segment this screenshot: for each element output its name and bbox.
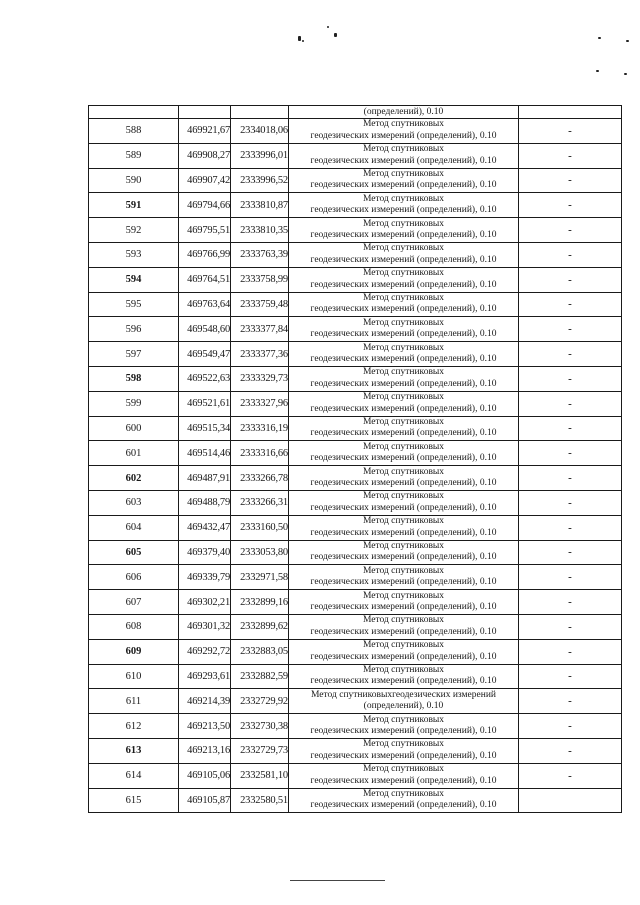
table-row bbox=[89, 119, 622, 144]
point-number-cell: 614 bbox=[89, 763, 179, 788]
y-coordinate-cell: 2333160,50 bbox=[231, 515, 289, 540]
method-line-2: геодезических измерений (определений), 0.10 bbox=[310, 726, 497, 737]
mark-cell: - bbox=[519, 292, 622, 317]
method-line-2: геодезических измерений (определений), 0.10 bbox=[310, 428, 497, 439]
point-number-cell: 603 bbox=[89, 490, 179, 515]
method-line-1: Метод спутниковых bbox=[362, 119, 445, 130]
point-number-cell: 609 bbox=[89, 639, 179, 664]
method-cell bbox=[289, 242, 519, 267]
method-line-2: геодезических измерений (определений), 0.10 bbox=[310, 453, 497, 464]
x-coordinate-cell: 469908,27 bbox=[179, 143, 231, 168]
x-coordinate-cell: 469213,50 bbox=[179, 714, 231, 739]
y-coordinate-cell: 2333327,96 bbox=[231, 391, 289, 416]
y-coordinate-cell: 2333996,52 bbox=[231, 168, 289, 193]
point-number-cell: 613 bbox=[89, 738, 179, 763]
mark-cell: - bbox=[519, 441, 622, 466]
x-coordinate-cell: 469514,46 bbox=[179, 441, 231, 466]
method-line-2: геодезических измерений (определений), 0.10 bbox=[310, 478, 497, 489]
method-cell bbox=[289, 119, 519, 144]
y-coordinate-cell: 2333316,19 bbox=[231, 416, 289, 441]
point-number-cell bbox=[89, 106, 179, 119]
mark-cell: - bbox=[519, 342, 622, 367]
scan-mark bbox=[596, 70, 599, 72]
table-row bbox=[89, 614, 622, 639]
method-line-2: геодезических измерений (определений), 0.10 bbox=[310, 180, 497, 191]
table-row bbox=[89, 366, 622, 391]
method-line-1: Метод спутниковых bbox=[362, 268, 445, 279]
method-line-2: геодезических измерений (определений), 0.10 bbox=[310, 527, 497, 538]
table-row bbox=[89, 317, 622, 342]
method-line-2: геодезических измерений (определений), 0.10 bbox=[310, 552, 497, 563]
x-coordinate-cell: 469521,61 bbox=[179, 391, 231, 416]
scan-mark bbox=[302, 40, 304, 42]
x-coordinate-cell: 469921,67 bbox=[179, 119, 231, 144]
point-number-cell: 599 bbox=[89, 391, 179, 416]
method-line-2: геодезических измерений (определений), 0.10 bbox=[310, 577, 497, 588]
method-line-2: геодезических измерений (определений), 0.10 bbox=[310, 775, 497, 786]
point-number-cell: 600 bbox=[89, 416, 179, 441]
table-row bbox=[89, 466, 622, 491]
mark-cell: - bbox=[519, 242, 622, 267]
method-cell bbox=[289, 317, 519, 342]
method-cell bbox=[289, 639, 519, 664]
table-row bbox=[89, 515, 622, 540]
mark-cell bbox=[519, 788, 622, 813]
y-coordinate-cell: 2332971,58 bbox=[231, 565, 289, 590]
method-cell bbox=[289, 540, 519, 565]
y-coordinate-cell: 2332899,62 bbox=[231, 614, 289, 639]
method-cell bbox=[289, 416, 519, 441]
point-number-cell: 602 bbox=[89, 466, 179, 491]
mark-cell: - bbox=[519, 565, 622, 590]
point-number-cell: 615 bbox=[89, 788, 179, 813]
method-cell bbox=[289, 689, 519, 714]
method-line-2: геодезических измерений (определений), 0.10 bbox=[310, 130, 497, 141]
point-number-cell: 598 bbox=[89, 366, 179, 391]
y-coordinate-cell: 2332581,10 bbox=[231, 763, 289, 788]
y-coordinate-cell: 2333329,73 bbox=[231, 366, 289, 391]
point-number-cell: 592 bbox=[89, 218, 179, 243]
method-cell bbox=[289, 614, 519, 639]
mark-cell: - bbox=[519, 614, 622, 639]
x-coordinate-cell: 469795,51 bbox=[179, 218, 231, 243]
method-cell bbox=[289, 664, 519, 689]
method-line-1: Метод спутниковых bbox=[362, 441, 445, 452]
table-row bbox=[89, 143, 622, 168]
method-line-1: Метод спутниковых bbox=[362, 788, 445, 799]
point-number-cell: 604 bbox=[89, 515, 179, 540]
method-line-2: геодезических измерений (определений), 0.10 bbox=[310, 626, 497, 637]
method-cell bbox=[289, 763, 519, 788]
mark-cell: - bbox=[519, 714, 622, 739]
table-row bbox=[89, 788, 622, 813]
x-coordinate-cell: 469763,64 bbox=[179, 292, 231, 317]
table-row bbox=[89, 590, 622, 615]
method-line-1: Метод спутниковых bbox=[362, 144, 445, 155]
point-number-cell: 605 bbox=[89, 540, 179, 565]
method-cell bbox=[289, 490, 519, 515]
x-coordinate-cell: 469766,99 bbox=[179, 242, 231, 267]
point-number-cell: 610 bbox=[89, 664, 179, 689]
method-line-1: Метод спутниковых bbox=[362, 392, 445, 403]
method-line-2: геодезических измерений (определений), 0.10 bbox=[310, 403, 497, 414]
method-line-1: Метод спутниковых bbox=[362, 540, 445, 551]
method-line-1: Метод спутниковых bbox=[362, 664, 445, 675]
method-cell bbox=[289, 267, 519, 292]
point-number-cell: 591 bbox=[89, 193, 179, 218]
x-coordinate-cell: 469487,91 bbox=[179, 466, 231, 491]
x-coordinate-cell: 469292,72 bbox=[179, 639, 231, 664]
table-row bbox=[89, 292, 622, 317]
table-row bbox=[89, 763, 622, 788]
x-coordinate-cell: 469794,66 bbox=[179, 193, 231, 218]
method-line-2: геодезических измерений (определений), 0.10 bbox=[310, 378, 497, 389]
table-row bbox=[89, 342, 622, 367]
mark-cell: - bbox=[519, 416, 622, 441]
mark-cell: - bbox=[519, 317, 622, 342]
table-row bbox=[89, 168, 622, 193]
method-line-2: (определений), 0.10 bbox=[363, 701, 444, 712]
table-row bbox=[89, 689, 622, 714]
method-line-1: Метод спутниковых bbox=[362, 565, 445, 576]
mark-cell: - bbox=[519, 218, 622, 243]
method-line-1: Метод спутниковых bbox=[362, 590, 445, 601]
scan-mark bbox=[626, 40, 629, 42]
table-row bbox=[89, 441, 622, 466]
x-coordinate-cell: 469213,16 bbox=[179, 738, 231, 763]
mark-cell: - bbox=[519, 391, 622, 416]
method-cell bbox=[289, 168, 519, 193]
mark-cell: - bbox=[519, 366, 622, 391]
y-coordinate-cell: 2333758,99 bbox=[231, 267, 289, 292]
mark-cell: - bbox=[519, 639, 622, 664]
x-coordinate-cell: 469302,21 bbox=[179, 590, 231, 615]
x-coordinate-cell: 469548,60 bbox=[179, 317, 231, 342]
point-number-cell: 607 bbox=[89, 590, 179, 615]
x-coordinate-cell: 469764,51 bbox=[179, 267, 231, 292]
table-row bbox=[89, 639, 622, 664]
method-cell bbox=[289, 342, 519, 367]
method-line-1: Метод спутниковых bbox=[362, 640, 445, 651]
method-cell bbox=[289, 714, 519, 739]
method-line-2: геодезических измерений (определений), 0.10 bbox=[310, 602, 497, 613]
method-line-1: Метод спутниковых bbox=[362, 466, 445, 477]
point-number-cell: 606 bbox=[89, 565, 179, 590]
method-line-1: Метод спутниковых bbox=[362, 367, 445, 378]
method-cell bbox=[289, 441, 519, 466]
mark-cell: - bbox=[519, 515, 622, 540]
mark-cell bbox=[519, 106, 622, 119]
method-line-1: Метод спутниковых bbox=[362, 168, 445, 179]
table-row bbox=[89, 490, 622, 515]
point-number-cell: 590 bbox=[89, 168, 179, 193]
y-coordinate-cell: 2333759,48 bbox=[231, 292, 289, 317]
mark-cell: - bbox=[519, 738, 622, 763]
method-line-1: Метод спутниковых bbox=[362, 739, 445, 750]
method-line-1: Метод спутниковыхгеодезических измерений bbox=[310, 689, 496, 700]
y-coordinate-cell: 2332899,16 bbox=[231, 590, 289, 615]
scan-mark bbox=[334, 33, 337, 37]
method-line-2: геодезических измерений (определений), 0.10 bbox=[310, 651, 497, 662]
method-line-2: геодезических измерений (определений), 0.10 bbox=[310, 750, 497, 761]
scan-mark bbox=[298, 36, 301, 41]
x-coordinate-cell: 469907,42 bbox=[179, 168, 231, 193]
y-coordinate-cell: 2334018,06 bbox=[231, 119, 289, 144]
y-coordinate-cell: 2332729,73 bbox=[231, 738, 289, 763]
y-coordinate-cell: 2333377,84 bbox=[231, 317, 289, 342]
scan-mark bbox=[598, 37, 601, 39]
point-number-cell: 595 bbox=[89, 292, 179, 317]
method-line-1: Метод спутниковых bbox=[362, 764, 445, 775]
method-line-1: Метод спутниковых bbox=[362, 714, 445, 725]
method-line-2: геодезических измерений (определений), 0.10 bbox=[310, 676, 497, 687]
coordinates-table-body bbox=[89, 106, 622, 813]
x-coordinate-cell: 469379,40 bbox=[179, 540, 231, 565]
x-coordinate-cell: 469522,63 bbox=[179, 366, 231, 391]
mark-cell: - bbox=[519, 466, 622, 491]
method-cell bbox=[289, 143, 519, 168]
method-cell bbox=[289, 515, 519, 540]
x-coordinate-cell bbox=[179, 106, 231, 119]
mark-cell: - bbox=[519, 119, 622, 144]
x-coordinate-cell: 469105,06 bbox=[179, 763, 231, 788]
method-line-1: Метод спутниковых bbox=[362, 491, 445, 502]
x-coordinate-cell: 469214,39 bbox=[179, 689, 231, 714]
method-line-2: геодезических измерений (определений), 0.10 bbox=[310, 502, 497, 513]
y-coordinate-cell bbox=[231, 106, 289, 119]
y-coordinate-cell: 2332580,51 bbox=[231, 788, 289, 813]
method-cell bbox=[289, 738, 519, 763]
table-row-continued bbox=[89, 106, 622, 119]
method-cell bbox=[289, 218, 519, 243]
y-coordinate-cell: 2333810,35 bbox=[231, 218, 289, 243]
point-number-cell: 588 bbox=[89, 119, 179, 144]
y-coordinate-cell: 2333810,87 bbox=[231, 193, 289, 218]
method-line-2: геодезических измерений (определений), 0.10 bbox=[310, 304, 497, 315]
method-cell bbox=[289, 106, 519, 119]
method-line-1: Метод спутниковых bbox=[362, 292, 445, 303]
method-line: (определений), 0.10 bbox=[363, 106, 444, 117]
method-line-2: геодезических измерений (определений), 0.10 bbox=[310, 354, 497, 365]
method-line-2: геодезических измерений (определений), 0.10 bbox=[310, 254, 497, 265]
point-number-cell: 589 bbox=[89, 143, 179, 168]
scan-mark bbox=[327, 26, 329, 28]
y-coordinate-cell: 2332729,92 bbox=[231, 689, 289, 714]
scan-mark bbox=[624, 73, 627, 75]
point-number-cell: 597 bbox=[89, 342, 179, 367]
method-cell bbox=[289, 466, 519, 491]
y-coordinate-cell: 2333316,66 bbox=[231, 441, 289, 466]
coordinates-table bbox=[88, 105, 622, 813]
table-row bbox=[89, 738, 622, 763]
mark-cell: - bbox=[519, 540, 622, 565]
table-row bbox=[89, 416, 622, 441]
y-coordinate-cell: 2332882,59 bbox=[231, 664, 289, 689]
method-line-2: геодезических измерений (определений), 0.10 bbox=[310, 230, 497, 241]
mark-cell: - bbox=[519, 267, 622, 292]
method-cell bbox=[289, 590, 519, 615]
x-coordinate-cell: 469105,87 bbox=[179, 788, 231, 813]
x-coordinate-cell: 469339,79 bbox=[179, 565, 231, 590]
point-number-cell: 596 bbox=[89, 317, 179, 342]
method-line-2: геодезических измерений (определений), 0.10 bbox=[310, 205, 497, 216]
y-coordinate-cell: 2333763,39 bbox=[231, 242, 289, 267]
y-coordinate-cell: 2333377,36 bbox=[231, 342, 289, 367]
method-cell bbox=[289, 193, 519, 218]
mark-cell: - bbox=[519, 763, 622, 788]
point-number-cell: 608 bbox=[89, 614, 179, 639]
method-line-2: геодезических измерений (определений), 0.10 bbox=[310, 279, 497, 290]
table-row bbox=[89, 242, 622, 267]
point-number-cell: 593 bbox=[89, 242, 179, 267]
mark-cell: - bbox=[519, 490, 622, 515]
point-number-cell: 611 bbox=[89, 689, 179, 714]
table-row bbox=[89, 540, 622, 565]
x-coordinate-cell: 469432,47 bbox=[179, 515, 231, 540]
mark-cell: - bbox=[519, 689, 622, 714]
method-line-1: Метод спутниковых bbox=[362, 243, 445, 254]
method-line-1: Метод спутниковых bbox=[362, 342, 445, 353]
mark-cell: - bbox=[519, 168, 622, 193]
table-row bbox=[89, 218, 622, 243]
point-number-cell: 594 bbox=[89, 267, 179, 292]
method-cell bbox=[289, 565, 519, 590]
y-coordinate-cell: 2333266,78 bbox=[231, 466, 289, 491]
table-row bbox=[89, 391, 622, 416]
method-line-1: Метод спутниковых bbox=[362, 615, 445, 626]
table-row bbox=[89, 193, 622, 218]
method-line-1: Метод спутниковых bbox=[362, 516, 445, 527]
mark-cell: - bbox=[519, 664, 622, 689]
method-cell bbox=[289, 292, 519, 317]
table-row bbox=[89, 267, 622, 292]
mark-cell: - bbox=[519, 590, 622, 615]
method-line-2: геодезических измерений (определений), 0.10 bbox=[310, 800, 497, 811]
table-row bbox=[89, 664, 622, 689]
table-row bbox=[89, 714, 622, 739]
method-cell bbox=[289, 788, 519, 813]
footer-rule bbox=[290, 880, 385, 881]
y-coordinate-cell: 2333996,01 bbox=[231, 143, 289, 168]
mark-cell: - bbox=[519, 193, 622, 218]
y-coordinate-cell: 2333266,31 bbox=[231, 490, 289, 515]
method-line-1: Метод спутниковых bbox=[362, 218, 445, 229]
x-coordinate-cell: 469549,47 bbox=[179, 342, 231, 367]
point-number-cell: 612 bbox=[89, 714, 179, 739]
y-coordinate-cell: 2333053,80 bbox=[231, 540, 289, 565]
point-number-cell: 601 bbox=[89, 441, 179, 466]
method-line-2: геодезических измерений (определений), 0.10 bbox=[310, 329, 497, 340]
method-cell bbox=[289, 391, 519, 416]
method-line-1: Метод спутниковых bbox=[362, 193, 445, 204]
x-coordinate-cell: 469301,32 bbox=[179, 614, 231, 639]
x-coordinate-cell: 469293,61 bbox=[179, 664, 231, 689]
table-row bbox=[89, 565, 622, 590]
method-line-1: Метод спутниковых bbox=[362, 416, 445, 427]
method-cell bbox=[289, 366, 519, 391]
mark-cell: - bbox=[519, 143, 622, 168]
method-line-2: геодезических измерений (определений), 0.10 bbox=[310, 155, 497, 166]
x-coordinate-cell: 469488,79 bbox=[179, 490, 231, 515]
method-line-1: Метод спутниковых bbox=[362, 317, 445, 328]
y-coordinate-cell: 2332730,38 bbox=[231, 714, 289, 739]
y-coordinate-cell: 2332883,05 bbox=[231, 639, 289, 664]
x-coordinate-cell: 469515,34 bbox=[179, 416, 231, 441]
